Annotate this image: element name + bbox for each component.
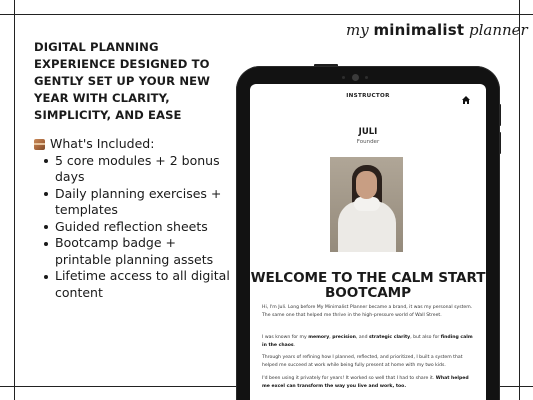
list-item: Bootcamp badge + printable planning assets [44,235,234,268]
skills-paragraph: I was known for my memory, precision, and strategic clarity, but also for finding calm in the chaos. [262,335,473,348]
list-item: Guided reflection sheets [44,219,234,236]
brand-word-minimalist: minimalist [373,21,465,39]
frame-line-right [519,0,520,400]
list-item: 5 core modules + 2 bonus days [44,153,234,186]
frame-line-left [14,0,15,400]
brand-word-planner: planner [464,21,528,39]
package-icon [34,139,45,150]
home-icon[interactable] [461,95,471,105]
list-item: Lifetime access to all digital content [44,268,234,301]
included-list [44,153,234,302]
system-paragraph: Through years of refining how I planned, reflected, and prioritized, I built a system that helped me succeed at work while being fully present at home with my two kids. [262,355,463,368]
instructor-role: Founder [356,139,380,145]
welcome-heading: WELCOME TO THE CALM START BOOTCAMP [250,270,486,301]
brand-word-my: my [346,21,374,39]
screen-header-title: INSTRUCTOR [346,93,390,99]
headline: DIGITAL PLANNING EXPERIENCE DESIGNED TO GENTLY SET UP YOUR NEW YEAR WITH CLARITY, SIMPLICITY, AND EASE [34,40,211,122]
tablet-sensor [342,76,345,79]
tablet-screen [250,84,486,400]
frame-line-top [0,14,533,15]
instructor-name: JULI [358,127,378,137]
share-paragraph: I'd been using it privately for years! It worked so well that I had to share it. What helped me excel can transform the way you live and work, too. [262,376,469,389]
intro-paragraph: Hi, I'm Juli. Long before My Minimalist Planner became a brand, it was my personal system. The same one that helped me thrive in the high-pressure world of Wall Street. [262,305,473,318]
included-section [34,136,234,301]
tablet-camera [352,74,359,81]
instructor-photo [330,157,403,252]
included-title [34,136,234,153]
list-item: Daily planning exercises + templates [44,186,234,219]
brand-logo [346,21,528,39]
included-title-text: What's Included: [50,136,155,151]
tablet-sensor [365,76,368,79]
